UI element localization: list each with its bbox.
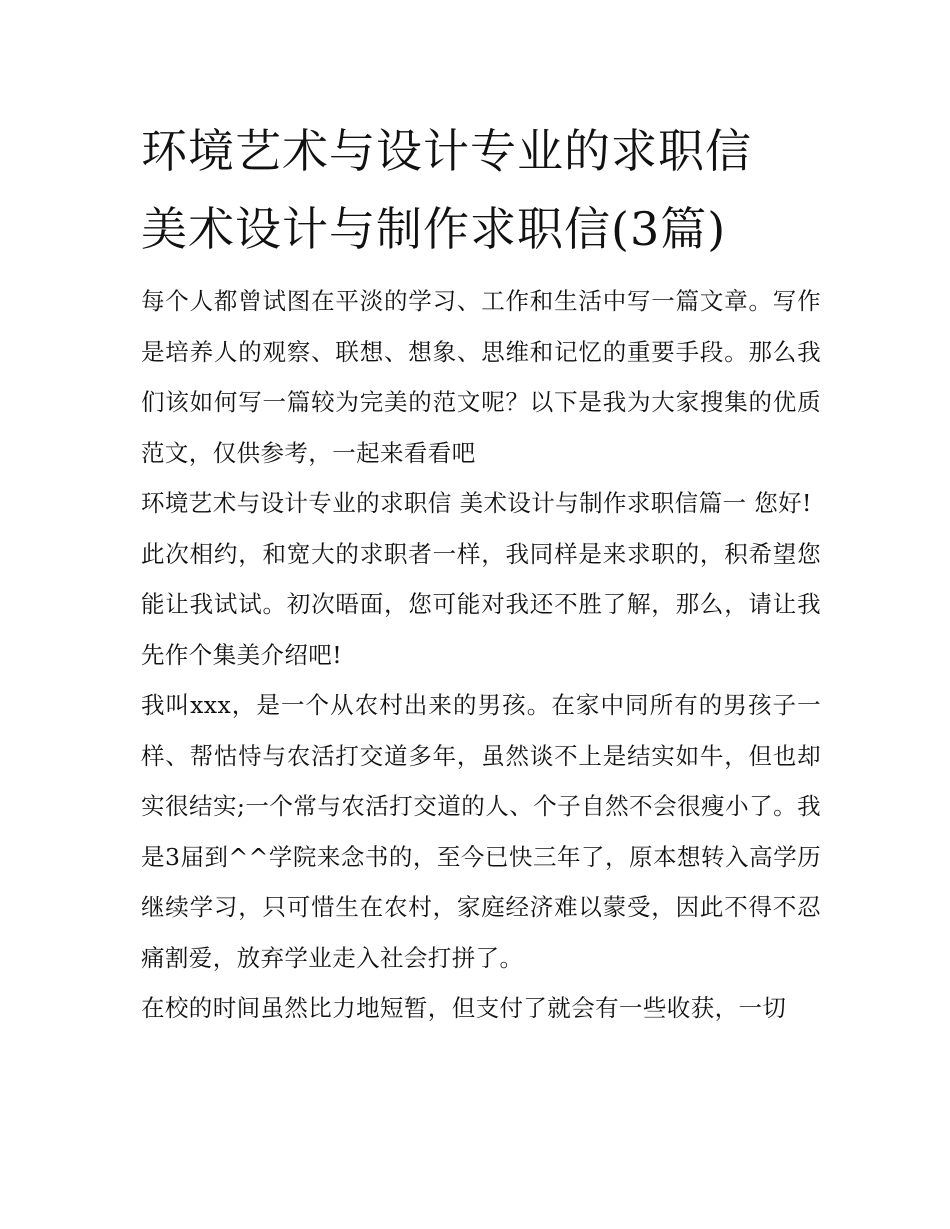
- section-heading-paragraph: 环境艺术与设计专业的求职信 美术设计与制作求职信篇一 您好!: [141, 489, 812, 517]
- body-paragraph: 此次相约，和宽大的求职者一样，我同样是来求职的，积希望您能让我试试。初次晤面，您可能对我还不胜了解，那么，请让我先作个集美介绍吧!: [141, 539, 821, 669]
- body-paragraph: 我叫xxx，是一个从农村出来的男孩。在家中同所有的男孩子一样、帮怙恃与农活打交道多年，虽然谈不上是结实如牛，但也却实很结实;一个常与农活打交道的人、个子自然不会很瘦小了。我是3届到^^学院来念书的，至今已快三年了，原本想转入高学历继续学习，只可惜生在农村，家庭经济难以蒙受，因此不得不忍痛割爱，放弃学业走入社会打拼了。: [141, 691, 821, 972]
- document-title: [141, 112, 821, 268]
- document-body: [141, 112, 821, 1034]
- body-paragraph: 在校的时间虽然比力地短暂，但支付了就会有一些收获，一切: [141, 994, 787, 1022]
- title-line-1: 环境艺术与设计专业的求职信: [141, 124, 752, 178]
- intro-paragraph: 每个人都曾试图在平淡的学习、工作和生活中写一篇文章。写作是培养人的观察、联想、想象、思维和记忆的重要手段。那么我们该如何写一篇较为完美的范文呢？以下是我为大家搜集的优质范文，仅供参考，一起来看看吧: [141, 287, 821, 467]
- title-line-2: 美术设计与制作求职信(3篇): [141, 202, 727, 256]
